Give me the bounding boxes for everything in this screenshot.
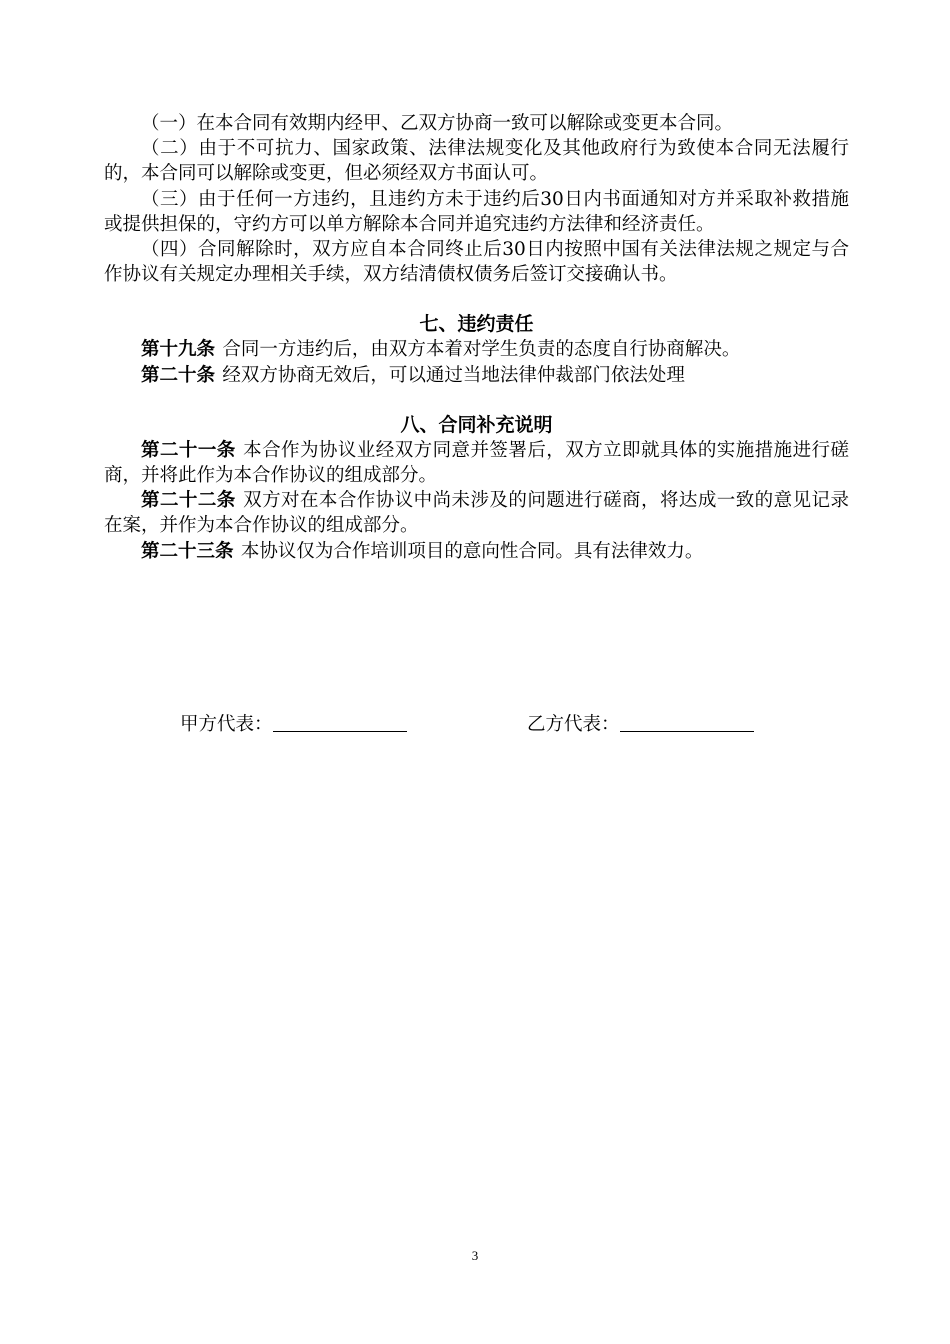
party-b-signature [527,711,754,738]
article-21-label: 第二十一条 [141,439,236,461]
article-22-label: 第二十二条 [141,490,236,512]
party-a-signature [180,711,407,738]
article-19-label: 第十九条 [141,339,216,361]
termination-clause-4: （四）合同解除时，双方应自本合同终止后30日内按照中国有关法律法规之规定与合作协议有关规定办理相关手续，双方结清债权债务后签订交接确认书。 [104,239,849,286]
termination-clause-1: （一）在本合同有效期内经甲、乙双方协商一致可以解除或变更本合同。 [141,113,734,134]
party-a-label: 甲方代表： [180,714,273,735]
page-number: 3 [471,1248,479,1263]
article-21 [104,438,849,488]
article-22 [104,488,849,538]
article-20-label: 第二十条 [141,364,216,386]
article-19-text: 合同一方违约后，由双方本着对学生负责的态度自行协商解决。 [222,339,741,361]
article-23-label: 第二十三条 [141,540,234,562]
article-20 [104,363,849,388]
party-a-signature-line [273,711,407,732]
article-22-text: 双方对在本合作协议中尚未涉及的问题进行磋商，将达成一致的意见记录在案，并作为本合作协议的组成部分。 [104,490,849,537]
section-7-title: 七、违约责任 [419,313,534,336]
document-body [104,111,849,564]
article-20-text: 经双方协商无效后，可以通过当地法律仲裁部门依法处理 [222,364,685,386]
article-23-text: 本协议仅为合作培训项目的意向性合同。具有法律效力。 [240,540,704,562]
termination-clause-3: （三）由于任何一方违约，且违约方未于违约后30日内书面通知对方并采取补救措施或提供担保的，守约方可以单方解除本合同并追究违约方法律和经济责任。 [104,188,849,235]
article-19 [104,337,849,362]
termination-clause-2: （二）由于不可抗力、国家政策、法律法规变化及其他政府行为致使本合同无法履行的，本合同可以解除或变更，但必须经双方书面认可。 [104,138,849,185]
article-23 [104,539,849,564]
party-b-label: 乙方代表： [527,714,620,735]
article-21-text: 本合作为协议业经双方同意并签署后，双方立即就具体的实施措施进行磋商，并将此作为本合作协议的组成部分。 [104,439,849,487]
party-b-signature-line [620,711,754,732]
section-8-title: 八、合同补充说明 [400,413,553,436]
